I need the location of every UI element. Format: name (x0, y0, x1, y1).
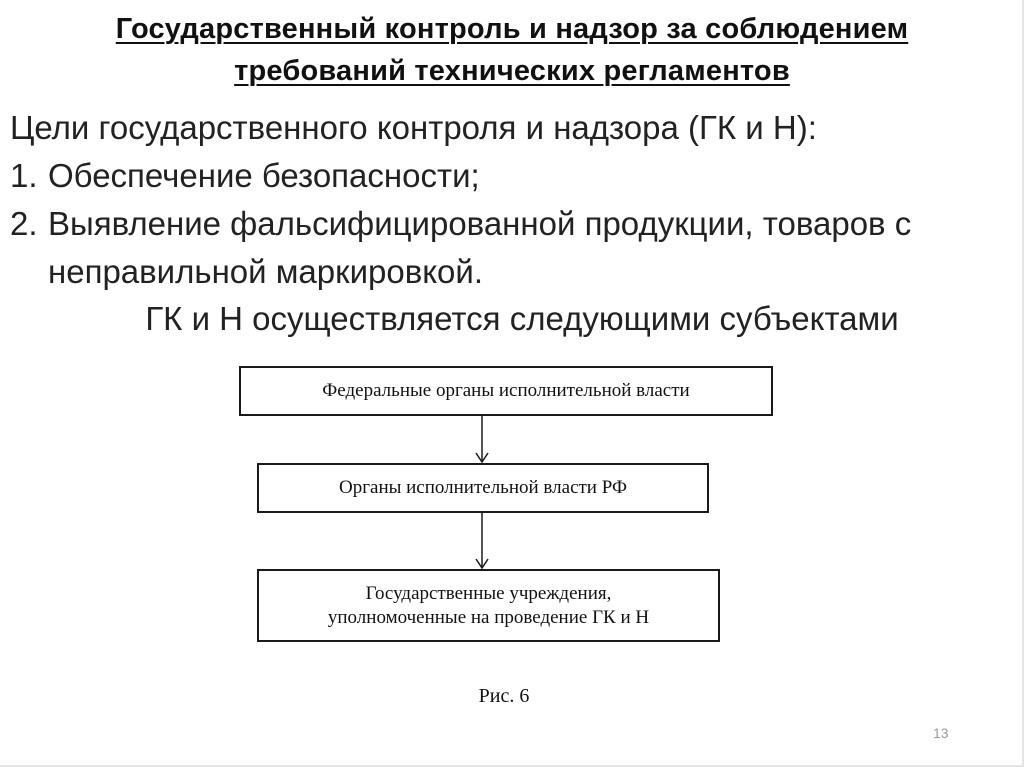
goal-item-number: 2. (10, 205, 38, 242)
subjects-heading: ГК и Н осуществляется следующими субъектами (145, 300, 899, 337)
goal-item-2 (10, 200, 1010, 296)
diagram-box-federal-bodies (239, 366, 773, 416)
goals-heading: Цели государственного контроля и надзора (ГК и Н): (10, 109, 817, 146)
slide-title-line-2: требований технических регламентов (234, 55, 790, 87)
goal-item-text: Выявление фальсифицированной продукции, товаров с неправильной маркировкой. (48, 205, 912, 290)
figure-caption: Рис. 6 (478, 685, 530, 707)
diagram-box-label-line-2: уполномоченные на проведение ГК и Н (327, 606, 650, 628)
diagram-box-label-line-1: Государственные учреждения, (365, 582, 612, 604)
goal-item-text: Обеспечение безопасности; (48, 157, 480, 194)
diagram-box-label: Органы исполнительной власти РФ (339, 477, 627, 498)
page-number: 13 (933, 725, 949, 741)
diagram-box-rf-executive-bodies (257, 463, 709, 513)
diagram-arrow-1 (476, 416, 488, 462)
slide-title-line-1: Государственный контроль и надзор за соблюдением (115, 13, 909, 45)
goal-item-1 (10, 152, 1010, 200)
slide-title (0, 8, 1024, 92)
diagram-box-state-institutions (257, 569, 720, 642)
diagram-box-label: Федеральные органы исполнительной власти (322, 380, 690, 401)
goal-item-number: 1. (10, 157, 38, 194)
diagram-arrow-2 (476, 513, 488, 568)
